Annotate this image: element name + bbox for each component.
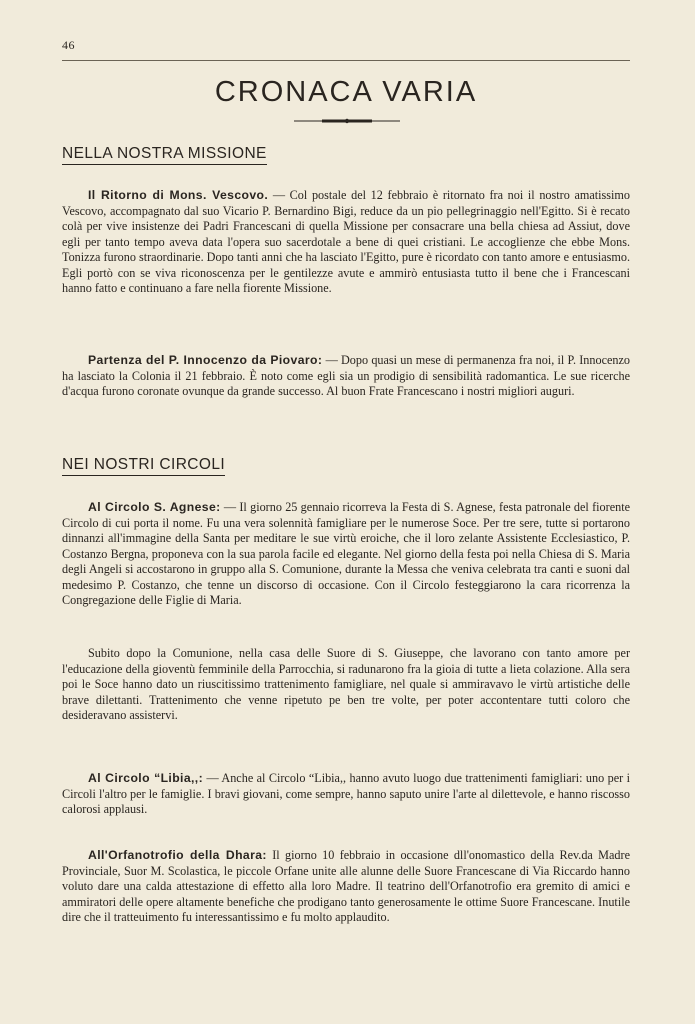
title-ornament	[294, 118, 400, 124]
paragraph-ritorno-vescovo	[62, 188, 630, 297]
paragraph-text: — Anche al Circolo “Libia,, hanno avuto luogo due trattenimenti famigliari: uno per i Circoli l'altro per le famiglie. I bravi giovani, come sempre, hanno saputo unire l'arte al dilettevole, e hanno riscosso calorosi applausi.	[62, 771, 630, 816]
paragraph-orfanotrofio-dhara	[62, 848, 630, 926]
paragraph-text: — Il giorno 25 gennaio ricorreva la Festa di S. Agnese, festa patronale del fiorente Circolo di cui porta il nome. Fu una vera solennità famigliare per le numerose Soce. Per tre sere, tutte si portarono dinnanzi all'immagine della Santa per meditare le sue virtù eroiche, che il loro zelante Assistente Ecclesiastico, P. Costanzo Bergna, proponeva con la sua parola facile ed elegante. Nel giorno della festa poi nella Chiesa di S. Maria degli Angeli si accostarono in gruppo alla S. Comunione, durante la Messa che veniva celebrata tra canti e suoni dal medesimo P. Costanzo, che tenne un discorso di occasione. Con il Circolo festeggiarono la cara ricorrenza la Congregazione delle Figlie di Maria.	[62, 500, 630, 607]
paragraph-lead: All'Orfanotrofio della Dhara:	[88, 848, 267, 862]
paragraph-lead: Il Ritorno di Mons. Vescovo.	[88, 188, 269, 202]
paragraph-text: — Dopo quasi un mese di permanenza fra noi, il P. Innocenzo ha lasciato la Colonia il 21 febbraio. È noto come egli sia un prodigio di sensibilità radomantica. Le sue ricerche d'acqua furono coronate ovunque da grande successo. Al buon Frate Francescano i nostri migliori auguri.	[62, 353, 631, 398]
paragraph-lead: Partenza del P. Innocenzo da Piovaro:	[88, 353, 323, 367]
paragraph-lead: Al Circolo S. Agnese:	[88, 500, 221, 514]
section-heading-circoli: NEI NOSTRI CIRCOLI	[62, 456, 225, 476]
page-number: 46	[62, 38, 75, 52]
paragraph-circolo-libia	[62, 771, 630, 818]
paragraph-lead: Al Circolo “Libia,,:	[88, 771, 204, 785]
page-title: CRONACA VARIA	[214, 76, 478, 108]
paragraph-text: — Col postale del 12 febbraio è ritornato fra noi il nostro amatissimo Vescovo, accompagnato dal suo Vicario P. Bernardino Bigi, reduce da un pio pellegrinaggio nell'Egitto. Si è recato colà per vive insistenze dei Padri Francescani di quella Missione per consacrare una bella chiesa ad Assiut, dove egli per tanto tempo aveva data l'opera suo sacerdotale a bene di quei cristiani. Le accoglienze che ebbe Mons. Tonizza furono straordinarie. Dopo tanti anni che ha lasciato l'Egitto, pure è ricordato con tanto amore e entusiasmo. Egli portò con se viva riconoscenza per le gentilezze avute e ammirò entusiasta tutto il bene che i Francescani hanno fatto e continuano a fare nella fiorente Missione.	[62, 188, 630, 295]
paragraph-circolo-agnese-continuation: Subito dopo la Comunione, nella casa delle Suore di S. Giuseppe, che lavorano con tanto amore per l'educazione della gioventù femminile della Parrocchia, si radunarono fra la gioia di tutte a lieta colazione. Alla sera poi le Soce hanno dato un riuscitissimo trattenimento famigliare, nel quale si ammiravavo le virtù artistiche delle brave dilettanti. Trattenimento che venne ripetuto pe ben tre volte, per poter accontentare tutti coloro che desideravano assistervi.	[62, 646, 630, 722]
paragraph-circolo-agnese	[62, 500, 630, 609]
paragraph-partenza-innocenzo	[62, 353, 630, 400]
section-heading-missione: NELLA NOSTRA MISSIONE	[62, 145, 267, 165]
paragraph-text: Il giorno 10 febbraio in occasione dll'onomastico della Rev.da Madre Provinciale, Suor M. Scolastica, le piccole Orfane unite alle alunne delle Suore Francescane di Via Riccardo hanno voluto dare una calda attestazione di effetto alla loro Madre. Il teatrino dell'Orfanotrofio era gremito di amici e ammiratori delle opere altamente benefiche che prodigano tanto generosamente le ottime Suore Francescane. Inutile dire che il tratteuimento fu interessantissimo e fu molto applaudito.	[62, 848, 630, 924]
header-rule	[62, 60, 630, 61]
